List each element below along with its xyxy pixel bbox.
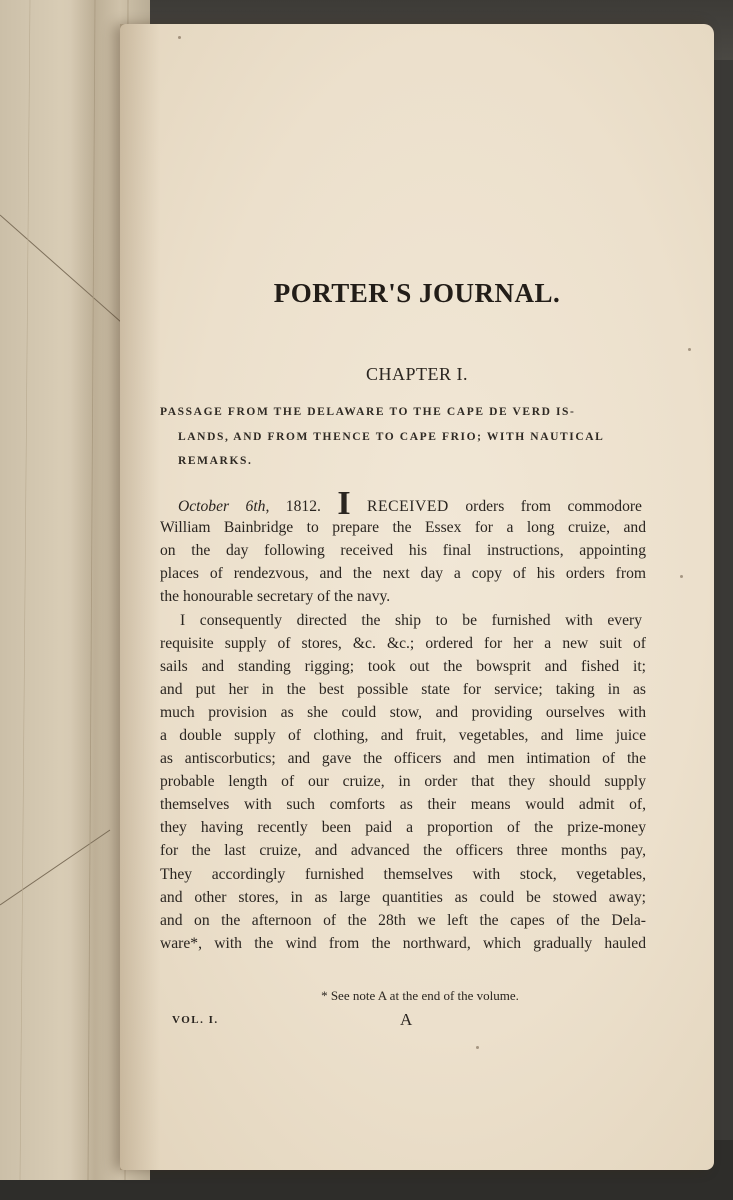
chapter-summary-line: LANDS, AND FROM THENCE TO CAPE FRIO; WITH NAUTICAL [178,431,605,443]
body-line: themselves with such comforts as their means would admit of, [160,796,646,813]
body-line: places of rendezvous, and the next day a copy of his orders from [160,565,646,582]
body-line: on the day following received his final instructions, appointing [160,542,646,559]
entry-year: 1812. [285,498,321,515]
body-line: They accordingly furnished themselves with stock, vegetables, [160,866,646,883]
paper-speck [178,36,181,39]
signature-mark: A [400,1010,413,1029]
body-line: the honourable secretary of the navy. [160,588,391,605]
chapter-summary-line: PASSAGE FROM THE DELAWARE TO THE CAPE DE VERD IS- [160,406,576,418]
body-line: a double supply of clothing, and fruit, vegetables, and lime juice [160,727,646,744]
chapter-summary-line: REMARKS. [178,455,253,467]
body-line: and on the afternoon of the 28th we left the capes of the Dela- [160,912,646,929]
volume-signature: VOL. I. [172,1014,219,1026]
drop-capital: I [337,485,351,522]
footnote: * See note A at the end of the volume. [321,988,519,1003]
body-line: sails and standing rigging; took out the bowsprit and fished it; [160,658,646,675]
body-line: I consequently directed the ship to be furnished with every [180,612,642,629]
paper-speck [680,575,683,578]
body-line: much provision as she could stow, and providing ourselves with [160,704,646,721]
body-first-line [178,485,642,522]
chapter-heading: CHAPTER I. [365,364,468,384]
body-line: for the last cruize, and advanced the officers three months pay, [160,842,646,859]
body-line: as antiscorbutics; and gave the officers and men intimation of the [160,750,646,767]
paper-speck [476,1046,479,1049]
body-line: and other stores, in as large quantities as could be stowed away; [160,889,646,906]
body-line: William Bainbridge to prepare the Essex for a long cruize, and [160,519,646,536]
opening-word: RECEIVED [367,498,449,515]
body-line: they having recently been paid a proportion of the prize-money [160,819,646,836]
body-line: probable length of our cruize, in order that they should supply [160,773,646,790]
first-line-rest: orders from commodore [465,498,642,515]
paper-speck [688,348,691,351]
page-title: PORTER'S JOURNAL. [273,278,561,308]
body-line: ware*, with the wind from the northward, which gradually hauled [160,935,646,952]
entry-date: October 6th, [178,498,270,515]
body-line: and put her in the best possible state for service; taking in as [160,681,646,698]
body-line: requisite supply of stores, &c. &c.; ordered for her a new suit of [160,635,646,652]
